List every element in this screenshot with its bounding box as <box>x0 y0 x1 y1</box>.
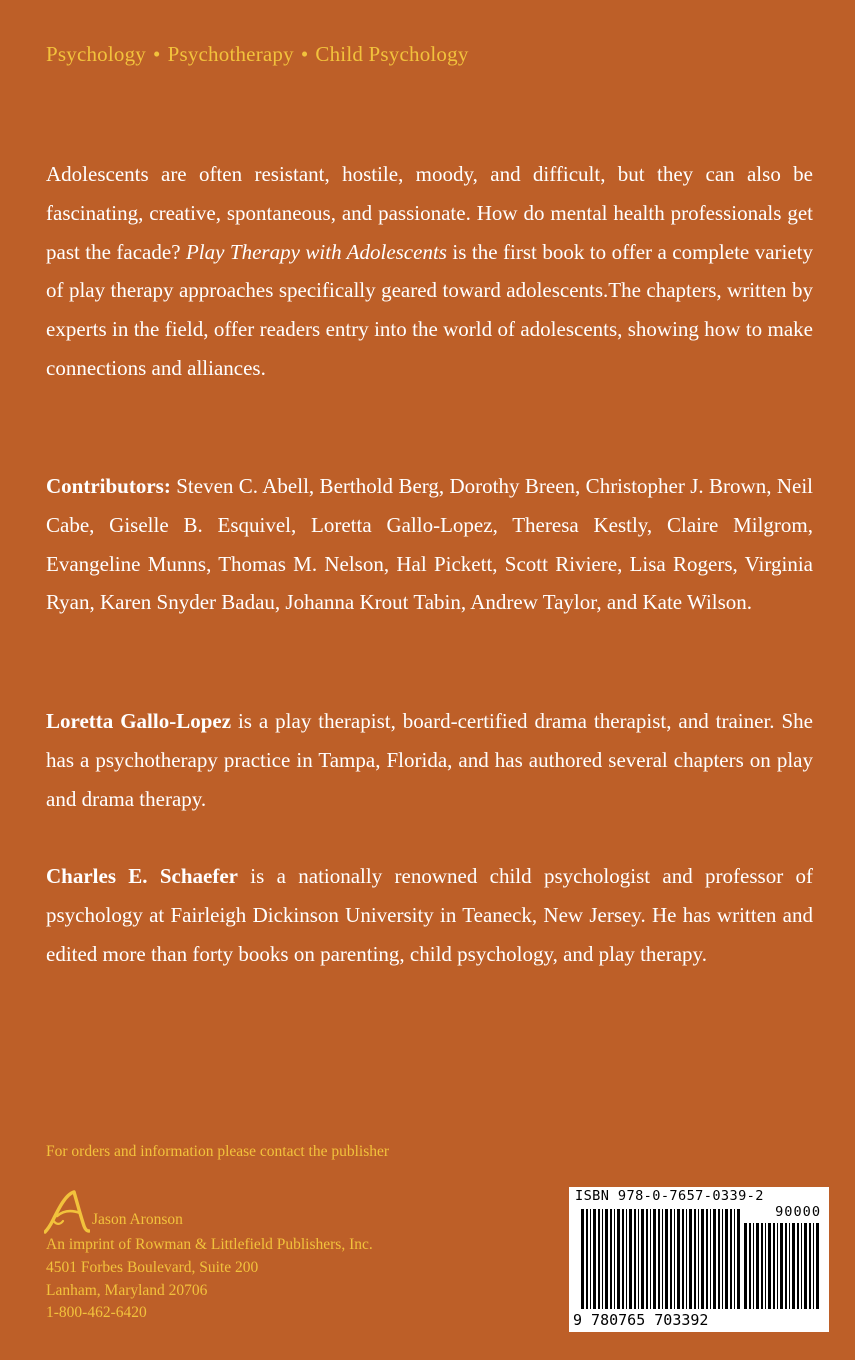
category-separator: • <box>153 42 161 66</box>
ean-digits: 9 780765 703392 <box>573 1311 709 1329</box>
isbn-barcode <box>569 1187 829 1332</box>
description-text: Adolescents are often resistant, hostile, moody, and difficult, but they can also be fascinating, creative, spontaneous, and passionate. How do mental health professionals get past the facade? <box>46 162 813 264</box>
publisher-phone: 1-800-462-6420 <box>46 1304 147 1322</box>
editor-name: Loretta Gallo-Lopez <box>46 709 232 733</box>
category-psychotherapy: Psychotherapy <box>167 42 294 66</box>
orders-note: For orders and information please contact the publisher <box>46 1143 390 1160</box>
publisher-name: Jason Aronson <box>92 1211 183 1229</box>
contributors-label: Contributors: <box>46 474 171 498</box>
editor-bio-schaefer <box>46 857 813 973</box>
price-code: 90000 <box>775 1204 821 1220</box>
ean13-bars <box>581 1209 741 1313</box>
contributors-names: Steven C. Abell, Berthold Berg, Dorothy Breen, Christopher J. Brown, Neil Cabe, Giselle B. Esquivel, Loretta Gallo-Lopez, Theresa Kestly, Claire Milgrom, Evangeline Munns, Thomas M. Nelson, Hal Pickett, Scott Riviere, Lisa Rogers, Virginia Ryan, Karen Snyder Badau, Johanna Krout Tabin, Andrew Taylor, and Kate Wilson. <box>46 474 813 615</box>
editor-bio-gallo-lopez <box>46 702 813 818</box>
category-line <box>46 42 469 67</box>
publisher-address-line1: 4501 Forbes Boulevard, Suite 200 <box>46 1258 259 1276</box>
book-description <box>46 155 813 388</box>
editor-bio: is a play therapist, board-certified drama therapist, and trainer. She has a psychotherapy practice in Tampa, Florida, and has authored several chapters on play and drama therapy. <box>46 709 813 811</box>
category-psychology: Psychology <box>46 42 147 66</box>
category-child-psychology: Child Psychology <box>315 42 469 66</box>
contributors-paragraph <box>46 467 813 622</box>
publisher-logo-row <box>46 1186 373 1234</box>
jason-aronson-logo-icon <box>44 1188 90 1234</box>
publisher-address-line2: Lanham, Maryland 20706 <box>46 1281 208 1299</box>
category-separator: • <box>300 42 309 66</box>
publisher-imprint: An imprint of Rowman & Littlefield Publishers, Inc. <box>46 1236 373 1253</box>
editor-bio: is a nationally renowned child psychologist and professor of psychology at Fairleigh Dickinson University in Teaneck, New Jersey. He has written and edited more than forty books on parenting, child psychology, and play therapy. <box>46 864 813 966</box>
publisher-block <box>46 1186 373 1325</box>
isbn-text: ISBN 978-0-7657-0339-2 <box>575 1188 764 1204</box>
price-addon-bars <box>744 1223 820 1313</box>
book-title: Play Therapy with Adolescents <box>185 239 447 264</box>
editor-name: Charles E. Schaefer <box>46 864 238 888</box>
description-text-cont: is the first book to offer a complete variety of play therapy approaches specifically geared toward adolescents.The chapters, written by experts in the field, offer readers entry into the world of adolescents, showing how to make connections and alliances. <box>46 239 813 380</box>
